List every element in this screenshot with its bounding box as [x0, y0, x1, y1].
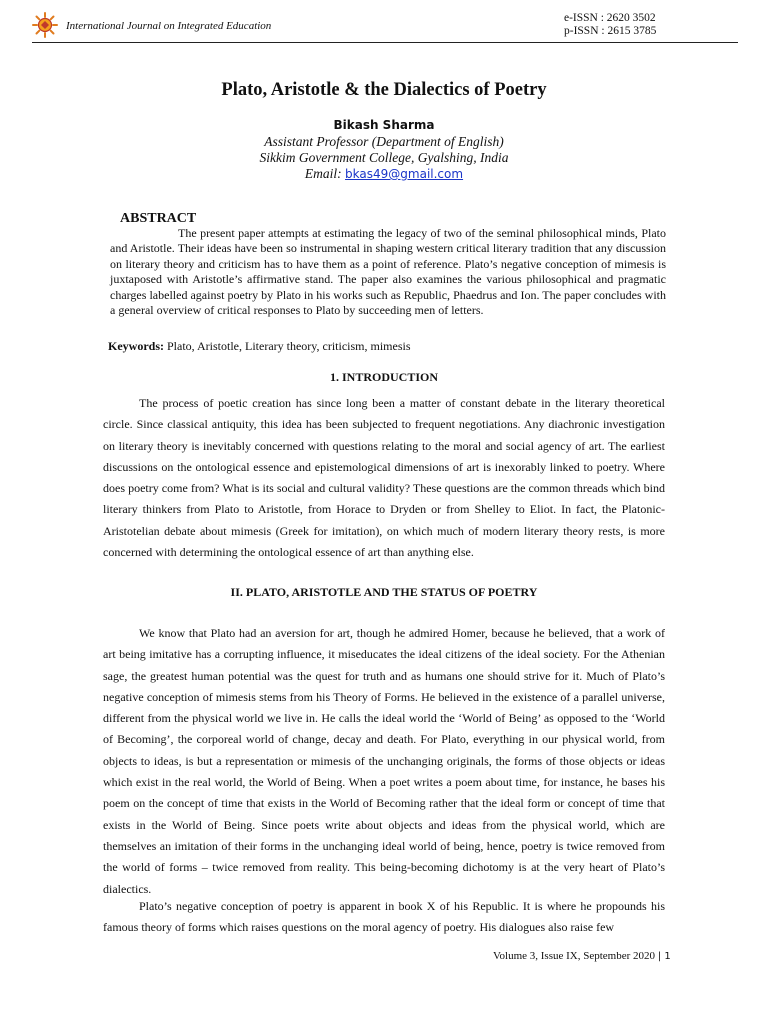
keywords-label: Keywords: [108, 339, 164, 353]
section-2-paragraph-1: We know that Plato had an aversion for art, though he admired Homer, because he believed, that a work of art being imitative has a corrupting influence, it miseducates the ideal citizens of the ideal society. For the Athenian sage, the greatest human potential was the quest for truth and as humans one should strive for it. Much of Plato’s negative conception of mimesis stems from his Theory of Forms. He believed in the existence of a parallel universe, different from the physical world we live in. He calls the ideal world the ‘World of Being’ as opposed to the ‘World of Becoming’, the corporeal world of change, decay and death. For Plato, everything in our physical world, from objects to ideas, is but a representation or mimesis of the unchanging originals, the forms of those objects or ideas which exist in the real world, the World of Being. When a poet writes a poem about time, for instance, he bases his poem on the concept of time that exists in the World of Becoming rather that the ideal form or concept of time that exists in the World of Being. Since poets write about objects and ideas from the physical world, which are themselves an imitation of their forms in the unchanging ideal world of being, hence, poetry is twice removed from the world of forms – twice removed from reality. This being-becoming dichotomy is at the very heart of Plato’s dialectics. [103, 626, 665, 896]
pissn: p-ISSN : 2615 3785 [564, 25, 657, 37]
email-link[interactable]: bkas49@gmail.com [345, 167, 464, 181]
issn-block [564, 12, 656, 38]
keywords-line [108, 339, 411, 354]
author-position: Assistant Professor (Department of English) [264, 134, 504, 149]
author-name: Bikash Sharma [333, 118, 435, 132]
email-label: Email: [304, 166, 346, 181]
section-2-paragraph-2: Plato’s negative conception of poetry is apparent in book X of his Republic. It is where he propounds his famous theory of forms which raises questions on the moral agency of poetry. His dialogues also raise few [103, 899, 665, 935]
header-rule [32, 42, 738, 43]
abstract-heading: ABSTRACT [120, 211, 197, 226]
abstract-text: The present paper attempts at estimating the legacy of two of the seminal philosophical minds, Plato and Aristotle. Their ideas have been so instrumental in shaping western critical literary tradition that any discussion on literary theory and criticism has to have them as a point of reference. Plato’s negative conception of mimesis is juxtaposed with Aristotle’s affirmative stand. The paper also examines the various philosophical and pragmatic charges labelled against poetry by Plato in his works such as Republic, Phaedrus and Ion. The paper concludes with a general overview of critical responses to Plato by succeeding men of letters. [110, 226, 666, 318]
paper-title: Plato, Aristotle & the Dialectics of Poetry [221, 80, 547, 100]
page-number: | 1 [657, 951, 671, 962]
eissn: e-ISSN : 2620 3502 [564, 12, 656, 24]
author-institution: Sikkim Government College, Gyalshing, India [259, 150, 509, 165]
journal-name: International Journal on Integrated Education [66, 20, 272, 32]
section-2-heading: II. PLATO, ARISTOTLE AND THE STATUS OF POETRY [230, 585, 538, 599]
intro-paragraph: The process of poetic creation has since long been a matter of constant debate in the literary theoretical circle. Since classical antiquity, this idea has been subjected to frequent negotiations. Any diachronic investigation on literary theory is inevitably concerned with questions relating to the moral and social agency of art. The earliest discussions on the ontological essence and epistemological dimensions of art is inexorably linked to poetry. Where does poetry come from? What is its social and cultural validity? These questions are the common threads which bind literary thinkers from Plato to Aristotle, from Horace to Dryden or from Shelley to Eliot. In fact, the Platonic- Aristotelian debate about mimesis (Greek for imitation), on which much of modern literary theory rests, is more concerned with determining the ontological essence of art than anything else. [103, 396, 665, 560]
intro-heading: 1. INTRODUCTION [329, 370, 438, 384]
email-line [0, 166, 768, 182]
page-footer [493, 950, 671, 962]
journal-logo-icon [32, 12, 58, 38]
keywords-text: Plato, Aristotle, Literary theory, criticism, mimesis [164, 339, 411, 353]
footer-volume: Volume 3, Issue IX, September 2020 [493, 950, 658, 962]
